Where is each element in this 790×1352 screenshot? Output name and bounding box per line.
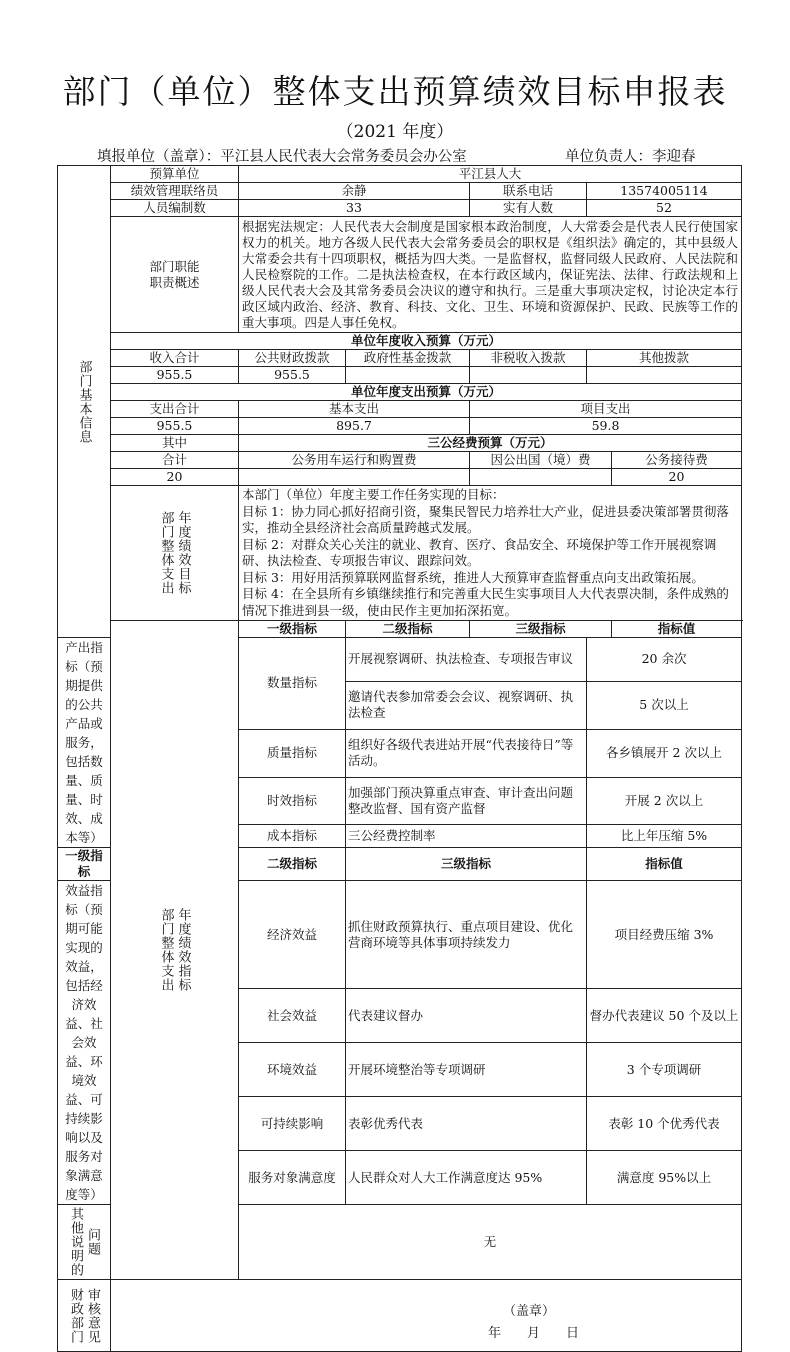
actual-staff-value: 52 (587, 200, 742, 217)
goal-4: 目标 4：在全县所有乡镇继续推行和完善重大民生实事项目人大代表票决制，条件成熟的情况下推进到县一级，使由民作主更加拓深拓宽。 (242, 586, 729, 618)
duty-label-line-2: 职责概述 (149, 274, 200, 290)
income-header-fund: 政府性基金拨款 (346, 350, 470, 367)
expense-header-basic: 基本支出 (239, 401, 470, 418)
indicator-header2-level3: 三级指标 (346, 848, 587, 881)
side-label-goals-a: 部门整体支出 (158, 511, 174, 595)
page-title: 部门（单位）整体支出预算绩效目标申报表 (62, 72, 728, 111)
actual-staff-label: 实有人数 (470, 200, 587, 217)
indicator-header2-value: 指标值 (587, 848, 742, 881)
income-value-other (587, 367, 742, 384)
benefit-value-2: 督办代表建议 50 个及以上 (587, 989, 742, 1043)
output-level2-quantity: 数量指标 (239, 638, 346, 730)
output-level3-2: 邀请代表参加常委会会议、视察调研、执法检查 (346, 681, 587, 729)
benefit-level2-sustainable: 可持续影响 (239, 1097, 346, 1151)
output-level3-1: 开展视察调研、执法检查、专项报告审议 (346, 638, 587, 682)
three-value-total: 20 (111, 469, 239, 486)
income-value-fund (346, 367, 470, 384)
benefit-level2-environment: 环境效益 (239, 1043, 346, 1097)
income-value-total: 955.5 (111, 367, 239, 384)
goal-intro: 本部门（单位）年度主要工作任务实现的目标： (242, 487, 505, 502)
review-cell (111, 1280, 742, 1352)
goals-text (239, 486, 742, 621)
three-value-car (239, 469, 470, 486)
goal-2: 目标 2：对群众关心关注的就业、教育、医疗、食品安全、环境保护等工作开展视察调研、执法检查、专项报告审议、跟踪问效。 (242, 536, 717, 568)
benefit-level2-social: 社会效益 (239, 989, 346, 1043)
expense-value-total: 955.5 (111, 418, 239, 435)
output-value-2: 5 次以上 (587, 681, 742, 729)
output-value-4: 开展 2 次以上 (587, 777, 742, 825)
benefit-value-4: 表彰 10 个优秀代表 (587, 1097, 742, 1151)
income-header-other: 其他拨款 (587, 350, 742, 367)
three-value-reception: 20 (612, 469, 742, 486)
indicator-header2-level1: 一级指标 (58, 848, 111, 881)
among-label: 其中 (111, 435, 239, 452)
benefit-level3-1: 抓住财政预算执行、重点项目建设、优化营商环境等具体事项持续发力 (346, 881, 587, 989)
contact-person-value: 余静 (239, 183, 470, 200)
income-header-nontax: 非税收入拨款 (470, 350, 587, 367)
income-value-nontax (470, 367, 587, 384)
output-level3-5: 三公经费控制率 (346, 825, 587, 848)
expense-header-total: 支出合计 (111, 401, 239, 418)
goals-section-label (111, 486, 239, 621)
three-header-car: 公务用车运行和购置费 (239, 452, 470, 469)
output-level2-quality: 质量指标 (239, 729, 346, 777)
benefit-level3-3: 开展环境整治等专项调研 (346, 1043, 587, 1097)
date-label: 年 月 日 (488, 1326, 580, 1341)
three-header-reception: 公务接待费 (612, 452, 742, 469)
seal-label: （盖章） (503, 1304, 556, 1319)
expense-value-basic: 895.7 (239, 418, 470, 435)
side-label-other-a: 其他说明的 (68, 1207, 83, 1277)
output-level2-timeliness: 时效指标 (239, 777, 346, 825)
three-value-abroad (470, 469, 612, 486)
indicator-header-value: 指标值 (612, 621, 742, 638)
income-header-total: 收入合计 (111, 350, 239, 367)
output-indicator-label: 产出指标（预期提供的公共产品或服务，包括数量、质量、时效、成本等） (58, 638, 111, 848)
output-value-1: 20 余次 (587, 638, 742, 682)
indicator-header-level2: 二级指标 (346, 621, 470, 638)
benefit-value-5: 满意度 95%以上 (587, 1151, 742, 1205)
indicators-section-label (111, 621, 239, 1280)
three-header-total: 合计 (111, 452, 239, 469)
indicator-header2-level2: 二级指标 (239, 848, 346, 881)
budget-form-table (57, 165, 742, 1352)
side-label-ind-a: 部门整体支出 (158, 908, 174, 992)
basic-info-section-label (58, 166, 111, 638)
output-level2-cost: 成本指标 (239, 825, 346, 848)
fill-unit-label: 填报单位（盖章）：平江县人民代表大会常务委员会办公室 (97, 149, 467, 165)
output-value-5: 比上年压缩 5% (587, 825, 742, 848)
side-label-review-a: 财政部门 (68, 1287, 83, 1344)
budget-unit-value: 平江县人大 (239, 166, 742, 183)
output-level3-4: 加强部门预决算重点审查、审计查出问题整改监督、国有资产监督 (346, 777, 587, 825)
benefit-indicator-label: 效益指标（预期可能实现的效益，包括经济效益、社会效益、环境效益、可持续影响以及服务对象满意度等） (58, 881, 111, 1205)
three-public-title: 三公经费预算（万元） (239, 435, 742, 452)
staff-quota-label: 人员编制数 (111, 200, 239, 217)
staff-quota-value: 33 (239, 200, 470, 217)
side-label-basic: 部门基本信息 (76, 359, 92, 444)
income-value-public: 955.5 (239, 367, 346, 384)
benefit-value-3: 3 个专项调研 (587, 1043, 742, 1097)
review-section-label (58, 1280, 111, 1352)
benefit-level3-5: 人民群众对人大工作满意度达 95% (346, 1151, 587, 1205)
output-value-3: 各乡镇展开 2 次以上 (587, 729, 742, 777)
indicator-header-level1: 一级指标 (239, 621, 346, 638)
duty-label (111, 217, 239, 333)
benefit-value-1: 项目经费压缩 3% (587, 881, 742, 989)
benefit-level2-economic: 经济效益 (239, 881, 346, 989)
side-label-goals-b: 年度绩效目标 (175, 511, 191, 595)
three-header-abroad: 因公出国（境）费 (470, 452, 612, 469)
goal-3: 目标 3：用好用活预算联网监督系统，推进人大预算审查监督重点向支出政策拓展。 (242, 569, 704, 585)
phone-label: 联系电话 (470, 183, 587, 200)
other-value: 无 (239, 1205, 742, 1280)
indicator-header-level3: 三级指标 (470, 621, 612, 638)
duty-text: 根据宪法规定：人民代表大会制度是国家根本政治制度，人大常委会是代表人民行使国家权力的机关。地方各级人民代表大会常务委员会的职权是《组织法》确定的，其中县级人大常委会共有十四项职权，概括为四大类。一是监督权，监督同级人民政府、人民法院和人民检察院的工作。二是执法检查权，在本行政区域内，保证宪法、法律、行政法规和上级人民代表大会及其常务委员会决议的遵守和执行。三是重大事项决定权，讨论决定本行政区域内政治、经济、教育、科技、文化、卫生、环境和资源保护、民政、民族等工作的重大事项。四是人事任免权。 (239, 217, 742, 333)
budget-unit-label: 预算单位 (111, 166, 239, 183)
side-label-review-b: 审核意见 (85, 1287, 100, 1344)
other-section-label (58, 1205, 111, 1280)
phone-value: 13574005114 (587, 183, 742, 200)
expense-header-project: 项目支出 (470, 401, 742, 418)
unit-head-label: 单位负责人：李迎春 (565, 149, 696, 165)
side-label-other-b: 问题 (85, 1228, 100, 1256)
year-label: （2021 年度） (336, 122, 454, 142)
duty-label-line-1: 部门职能 (149, 258, 200, 274)
benefit-level3-4: 表彰优秀代表 (346, 1097, 587, 1151)
contact-person-label: 绩效管理联络员 (111, 183, 239, 200)
income-budget-title: 单位年度收入预算（万元） (111, 333, 742, 350)
goal-1: 目标 1：协力同心抓好招商引资，聚集民智民力培养壮大产业，促进县委决策部署贯彻落实，推动全县经济社会高质量跨越式发展。 (242, 503, 729, 535)
expense-value-project: 59.8 (470, 418, 742, 435)
benefit-level3-2: 代表建议督办 (346, 989, 587, 1043)
side-label-ind-b: 年度绩效指标 (175, 908, 191, 992)
income-header-public: 公共财政拨款 (239, 350, 346, 367)
output-level3-3: 组织好各级代表进站开展“代表接待日”等活动。 (346, 729, 587, 777)
expense-budget-title: 单位年度支出预算（万元） (111, 384, 742, 401)
benefit-level2-satisfaction: 服务对象满意度 (239, 1151, 346, 1205)
